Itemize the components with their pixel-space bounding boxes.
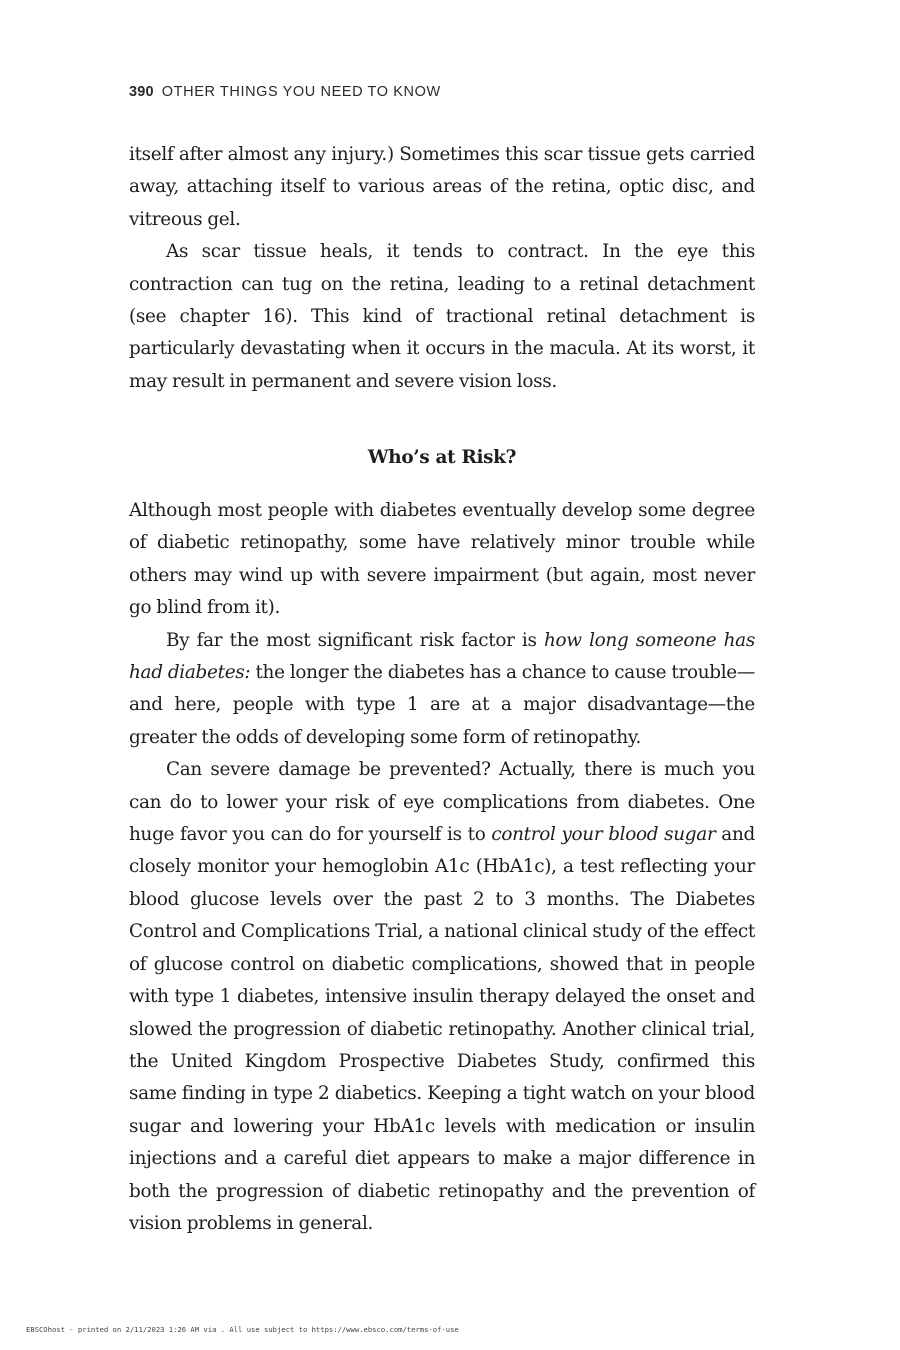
- prevention-emphasis: control your blood sugar: [491, 824, 716, 846]
- risk-section-body: [129, 495, 755, 1240]
- running-head: [129, 84, 441, 100]
- prevention-text-start: Can severe damage be prevented? Actually, there is much you can do to lower your risk of eye complications from diabetes. One huge favor you can do for yourself is to: [129, 759, 755, 846]
- paragraph-prevention: [129, 754, 755, 1240]
- risk-factor-emphasis: how long someone has had diabetes:: [129, 629, 755, 684]
- print-footer: EBSCOhost - printed on 2/11/2023 1:26 AM via . All use subject to https://www.ebsco.com/terms-of-use: [26, 1325, 459, 1334]
- running-title: OTHER THINGS YOU NEED TO KNOW: [161, 84, 441, 100]
- paragraph-contraction: As scar tissue heals, it tends to contract. In the eye this contraction can tug on the retina, leading to a retinal detachment (see chapter 16). This kind of tractional retinal detachment is particularly devastating when it occurs in the macula. At its worst, it may result in permanent and severe vision loss.: [129, 241, 755, 392]
- paragraph-scar-tissue: itself after almost any injury.) Sometimes this scar tissue gets carried away, attaching itself to various areas of the retina, optic disc, and vitreous gel.: [129, 144, 755, 230]
- risk-factor-text-start: By far the most significant risk factor is: [166, 629, 544, 651]
- continued-text-block: [129, 139, 755, 398]
- prevention-text-end: and closely monitor your hemoglobin A1c (HbA1c), a test reflecting your blood glucose levels over the past 2 to 3 months. The Diabetes Control and Complications Trial, a national clinical study of the effect of glucose control on diabetic complications, showed that in people with type 1 diabetes, intensive insulin therapy delayed the onset and slowed the progression of diabetic retinopathy. Another clinical trial, the United Kingdom Prospective Diabetes Study, confirmed this same finding in type 2 diabetics. Keeping a tight watch on your blood sugar and lowering your HbA1c levels with medication or insulin injections and a careful diet appears to make a major difference in both the progression of diabetic retinopathy and the prevention of vision problems in general.: [129, 824, 755, 1234]
- paragraph-risk-factor: [129, 625, 755, 755]
- page-number: 390: [129, 84, 154, 100]
- risk-factor-text-end: the longer the diabetes has a chance to cause trouble—and here, people with type 1 are at a major disadvantage—the greater the odds of developing some form of retinopathy.: [129, 662, 755, 748]
- paragraph-risk-intro: Although most people with diabetes eventually develop some degree of diabetic retinopathy, some have relatively minor trouble while others may wind up with severe impairment (but again, most never go blind from it).: [129, 500, 755, 619]
- section-heading: Who’s at Risk?: [367, 447, 517, 468]
